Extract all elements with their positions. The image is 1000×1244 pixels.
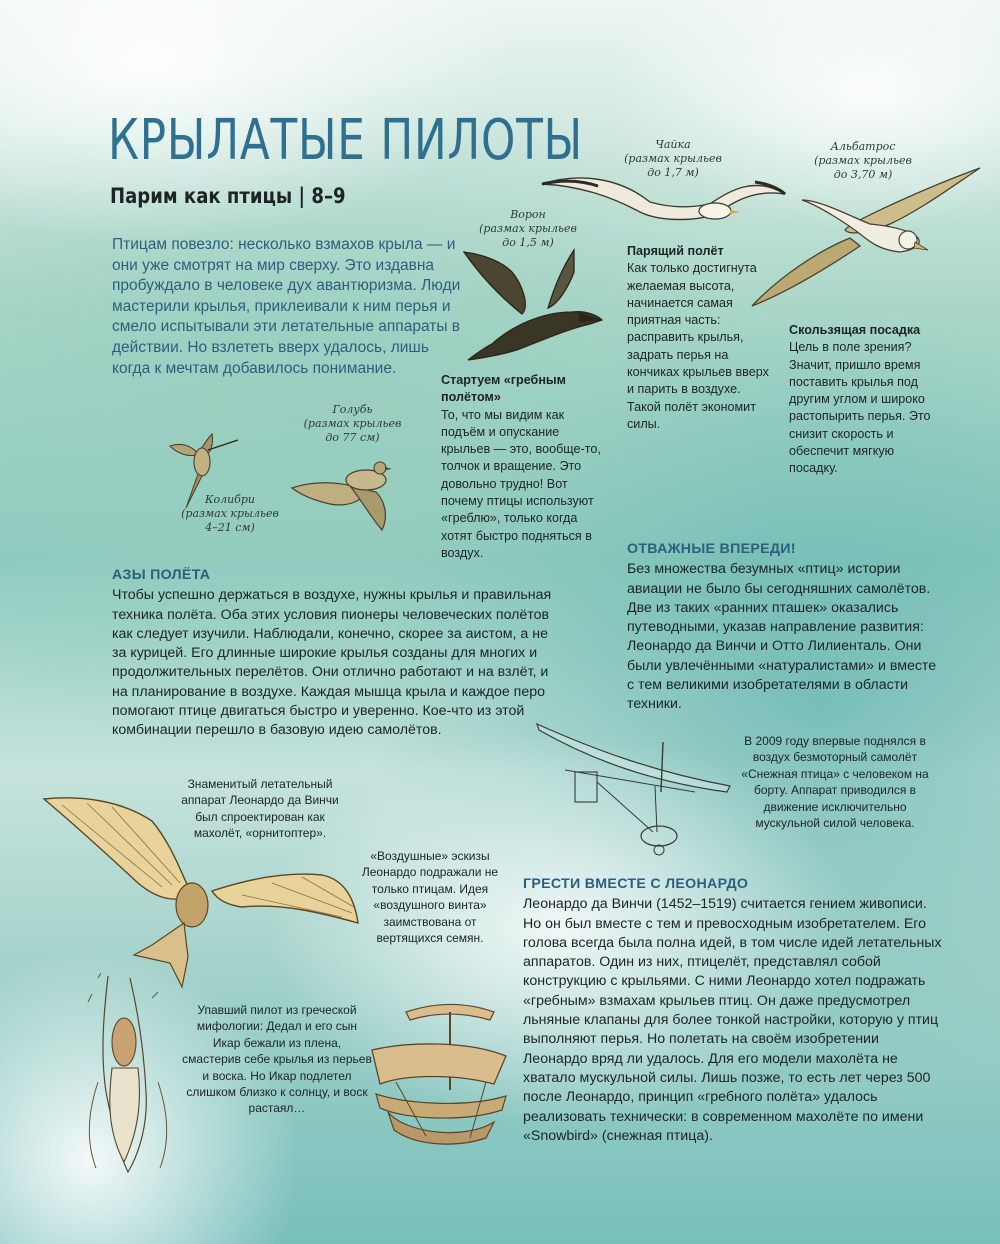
leonardo-heading: ГРЕСТИ ВМЕСТЕ С ЛЕОНАРДО (523, 876, 749, 892)
basics-text: Чтобы успешно держаться в воздухе, нужны крылья и правильная техника полёта. Оба этих условия пионеры человеческих полётов как следует изучили. Наблюдали, конечно, скорее за аистом, а не за курицей. Его длинные широкие крылья созданы для многих и продолжительных перелётов. Они отлично работают и на взлёт, и на планирование в воздухе. Каждая мышца крыла и каждое перо помогают птице двигаться быстро и уверенно. Кое-что из этой комбинации перешло в базовую идею самолётов. (112, 587, 552, 739)
albatross-value: до 3,70 м) (833, 168, 893, 181)
soaring-text: Как только достигнута желаемая высота, начинается самая приятная часть: расправить крылья, задрать перья на кончиках крыльев вверх и парить в воздухе. Такой полёт экономит силы. (627, 261, 769, 431)
albatross-name: Альбатрос (830, 140, 896, 153)
pigeon-value: до 77 см) (325, 431, 380, 444)
basics-section (112, 566, 557, 741)
raven-label (478, 208, 578, 250)
brave-text: Без множества безумных «птиц» истории авиации не было бы сегодняшних самолётов. Две из таких «ранних пташек» оказались путеводными, указав направление развития: Леонардо да Винчи и Отто Лилиенталь. Они были увлечёнными «натуралистами» и вместе с тем великими изобретателями в области техники. (627, 561, 937, 713)
hummingbird-label (180, 493, 280, 535)
raven-span: (размах крыльев (479, 222, 577, 235)
pigeon-span: (размах крыльев (303, 417, 402, 430)
gull-span: (размах крыльев (624, 152, 722, 165)
brave-heading: ОТВАЖНЫЕ ВПЕРЕДИ! (627, 541, 796, 557)
pigeon-label (300, 403, 405, 445)
gliding-text: Цель в поле зрения? Значит, пришло время поставить крылья под другим углом и широко растопырить перья. Это снизит скорость и обеспечит мягкую посадку. (789, 340, 931, 476)
hummingbird-name: Колибри (204, 493, 256, 506)
brave-section (627, 540, 947, 715)
gliding-block (789, 322, 944, 478)
basics-heading: АЗЫ ПОЛЁТА (112, 567, 211, 583)
intro-paragraph: Птицам повезло: несколько взмахов крыла — и они уже смотрят на мир сверху. Это издавна пробуждало в человеке дух авантюризма. Люди мастерили крылья, приклеивали к ним перья и смело испытывали эти летательные аппараты в действии. Но взлететь вверх удалось, лишь когда к мечтам добавилось понимание. (112, 236, 461, 377)
air-screw-illustration (366, 998, 516, 1148)
soaring-block (627, 243, 777, 433)
ornithopter-illustration (42, 795, 362, 990)
leonardo-text: Леонардо да Винчи (1452–1519) считается гением живописи. Но он был вместе с тем и превосходным изобретателем. Его голова всегда была полна идей, в том числе идей летательных аппаратов. Один из них, птицелёт, представлял собой конструкцию с крыльями. С ними Леонардо хотел подражать «гребным» взмахам крыльев птиц. Он даже предусмотрел льняные клапаны для более тонкой настройки, которую у птиц выполняют перья. Но полетать на своём изобретении Леонардо вряд ли удалось. Для его модели махолёта не хватало мускульной силы. Лишь позже, то есть лет через 500 после Леонардо, принцип «гребного полёта» удалось реализовать технически: в современном махолёте по имени «Snowbird» (снежная птица). (523, 896, 942, 1144)
rowing-heading: Стартуем «гребным полётом» (441, 373, 567, 405)
gull-name: Чайка (655, 138, 691, 151)
pigeon-name: Голубь (332, 403, 373, 416)
pigeon-illustration (290, 458, 410, 533)
raven-value: до 1,5 м) (502, 236, 554, 249)
raven-illustration (462, 248, 607, 363)
gliding-heading: Скользящая посадка (789, 323, 921, 337)
page-title: КРЫЛАТЫЕ ПИЛОТЫ (108, 108, 583, 173)
rowing-block (441, 372, 601, 562)
hummingbird-value: 4–21 см) (205, 521, 255, 534)
gull-value: до 1,7 м) (647, 166, 699, 179)
screw-caption: «Воздушные» эскизы Леонардо подражали не только птицам. Идея «воздушного винта» заимствована от вертящихся семян. (361, 849, 499, 946)
soaring-heading: Парящий полёт (627, 244, 724, 258)
raven-name: Ворон (510, 208, 546, 221)
leonardo-section (523, 875, 943, 1146)
page-subtitle: Парим как птицы | 8–9 (110, 184, 346, 208)
snowbird-illustration (535, 720, 735, 860)
icarus-caption: Упавший пилот из греческой мифологии: Дедал и его сын Икар бежали из плена, смастерив себе крылья из перьев и воска. Но Икар подлетел слишком близко к солнцу, и воск растаял… (182, 1003, 372, 1116)
ornithopter-caption: Знаменитый летательный аппарат Леонардо да Винчи был спроектирован как махолёт, «орнитоптер». (181, 777, 339, 841)
icarus-illustration (78, 972, 178, 1177)
snowbird-caption: В 2009 году впервые поднялся в воздух безмоторный самолёт «Снежная птица» с человеком на борту. Аппарат приводился в движение исключительно мускульной силой человека. (741, 734, 929, 831)
rowing-text: То, что мы видим как подъём и опускание крыльев — это, вообще-то, толчок и вращение. Это довольно трудно! Вот почему птицы используют «греблю», только когда хотят быстро подняться в воздух. (441, 407, 601, 560)
albatross-illustration (750, 166, 985, 311)
albatross-span: (размах крыльев (814, 154, 912, 167)
hummingbird-span: (размах крыльев (181, 507, 279, 520)
